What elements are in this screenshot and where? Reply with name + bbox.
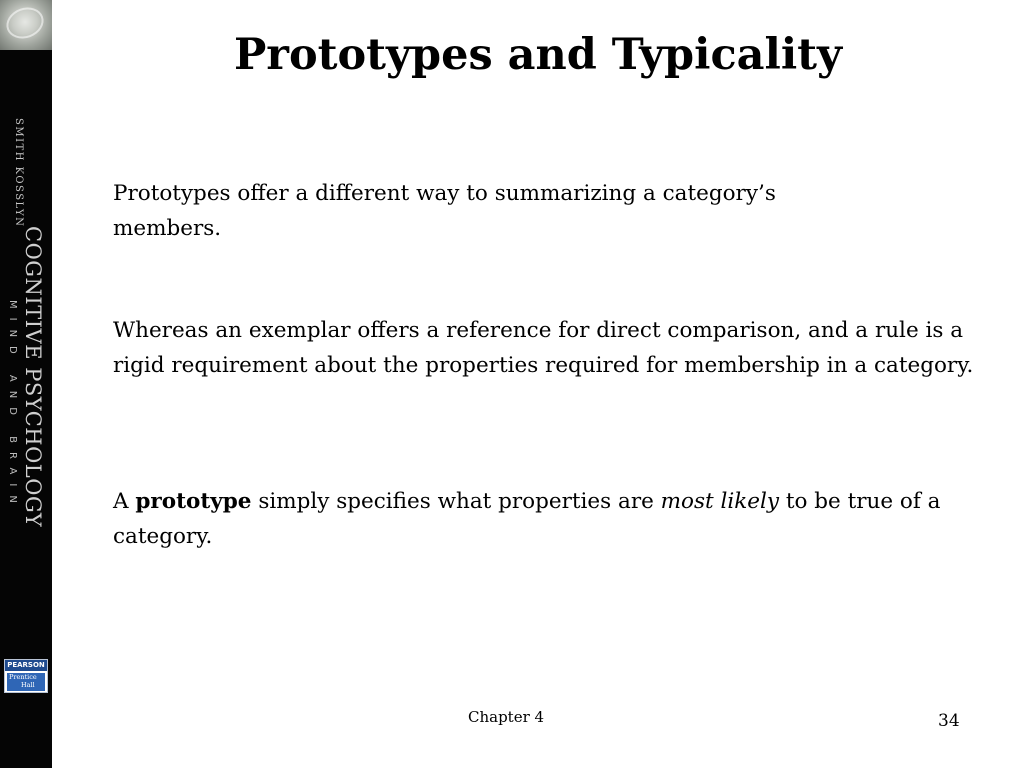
publisher-imprint [7,673,45,691]
term-prototype: prototype [135,489,252,514]
page-number: 34 [938,711,960,731]
text-prefix: A [113,489,136,514]
text-suffix: to be true of a category. [113,489,941,549]
cover-photo [0,0,52,50]
paragraph-prototypes: Prototypes offer a different way to summarizing a category’s members. [113,181,776,241]
spine-authors [12,118,24,227]
paragraph-prototype-definition [113,484,973,554]
spine-subtitle: MIND AND BRAIN [7,300,18,512]
term-most-likely: most likely [660,489,780,514]
paragraph-exemplar: Whereas an exemplar offers a reference for direct comparison, and a rule is a rigid requirement about the properties required for membership in a category. [113,318,974,378]
spine-title: COGNITIVE PSYCHOLOGY [21,226,45,528]
imprint-line-1: Prentice [9,673,37,681]
footer-chapter: Chapter 4 [468,708,545,726]
publisher-name: PEARSON [5,660,47,671]
imprint-line-2: Hall [21,681,35,689]
text-middle: simply specifies what properties are [251,489,661,514]
publisher-logo [4,659,48,693]
author-kosslyn: KOSSLYN [13,166,24,228]
slide-title: Prototypes and Typicality [233,30,843,80]
author-smith: SMITH [13,118,24,162]
book-spine [0,0,52,768]
